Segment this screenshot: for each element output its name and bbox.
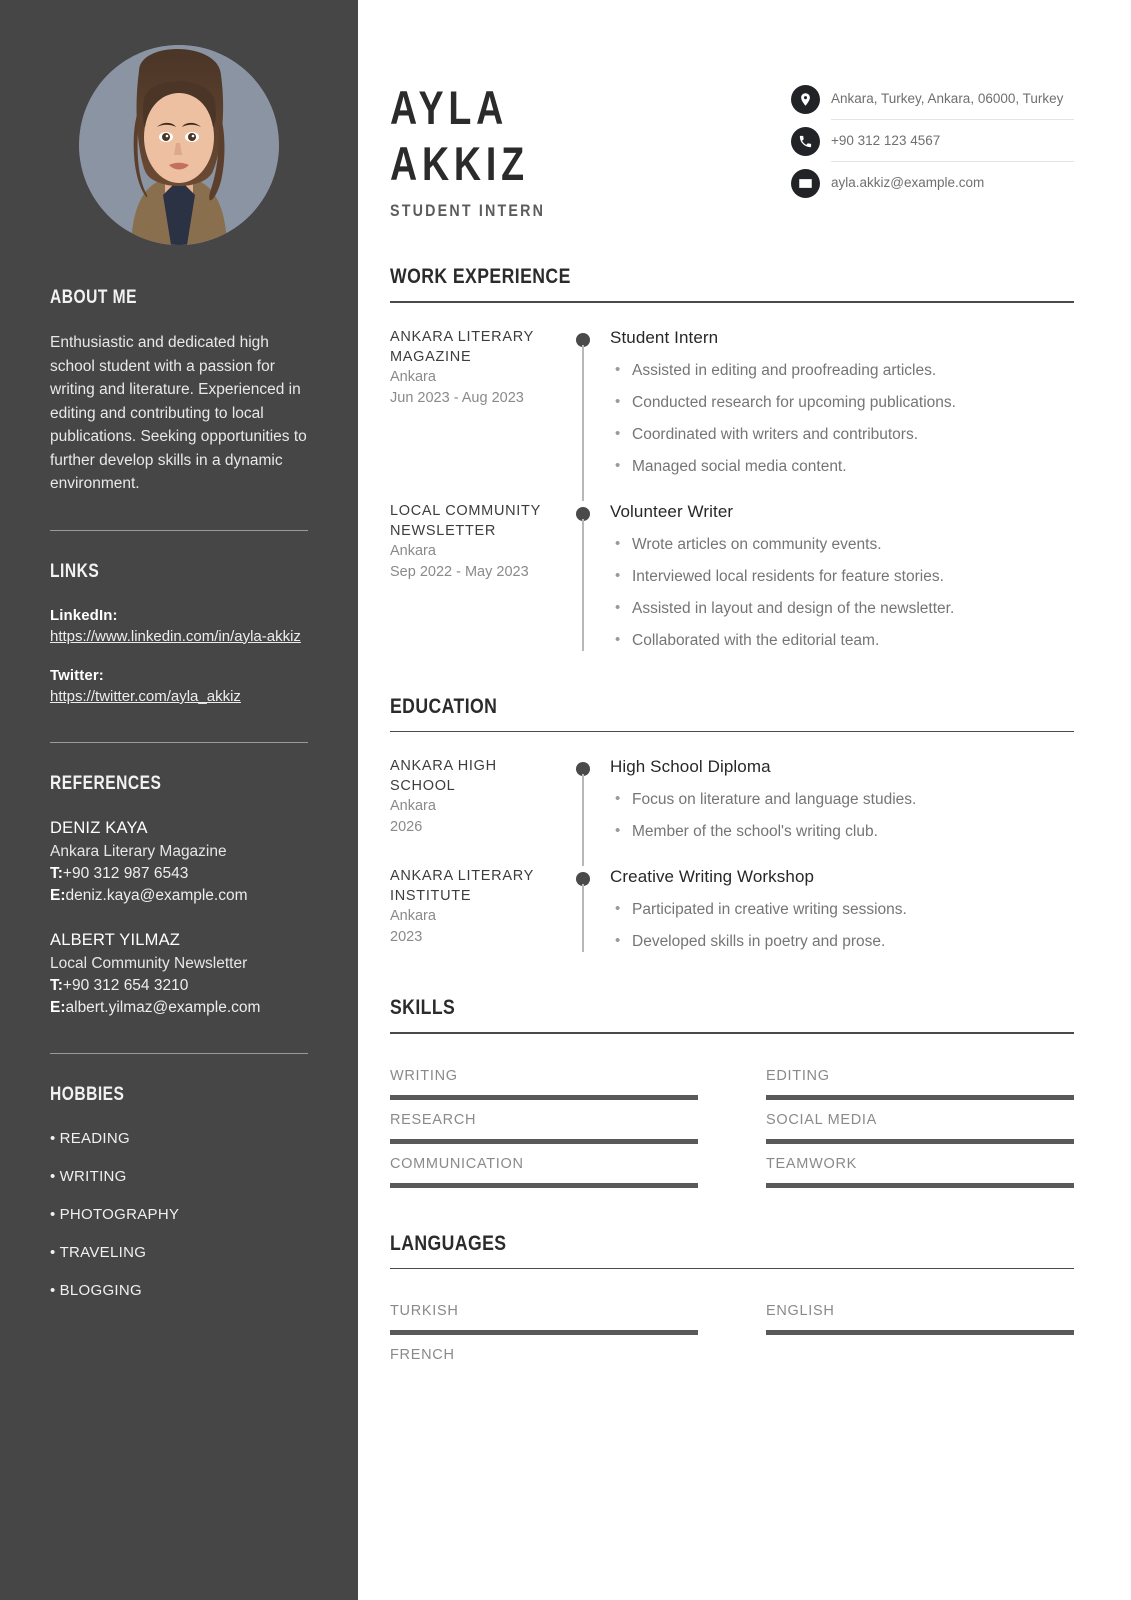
email-label: E: [50,886,66,904]
reference-name: DENIZ KAYA [50,818,148,837]
skill-item [390,1056,698,1100]
bullet-icon: • [50,1281,56,1299]
bullet-item: • Collaborated with the editorial team. [610,630,1074,651]
language-item [390,1335,698,1379]
bullet-item: • Assisted in editing and proofreading articles. [610,360,1074,381]
reference-item [50,817,308,907]
skills-grid [390,1056,1074,1188]
education-heading: EDUCATION [390,694,498,718]
work-experience-heading: WORK EXPERIENCE [390,265,571,288]
main-content [358,0,1131,1600]
skill-label: EDITING [766,1067,830,1084]
phone-icon [791,127,820,156]
hobby-label: TRAVELING [59,1243,147,1261]
first-name: AYLA [390,81,509,134]
education-entry-body [576,756,1074,842]
references-heading: REFERENCES [50,772,162,794]
work-entry [390,327,1074,477]
role-title: Volunteer Writer [610,501,734,521]
contact-address [791,78,1074,120]
language-item [390,1291,698,1335]
skill-item [390,1144,698,1188]
envelope-icon [791,169,820,198]
header [390,72,1074,221]
section-rule [390,301,1074,303]
language-fill [766,1330,1074,1335]
bullet-item: • Coordinated with writers and contributors. [610,424,1074,445]
skill-track [390,1183,698,1188]
reference-phone [50,975,308,997]
last-name: AKKIZ [390,137,529,190]
phone-value: +90 312 987 6543 [62,864,189,882]
section-skills [390,996,1074,1188]
skill-label: TEAMWORK [766,1155,857,1172]
link-item-linkedin [50,605,308,648]
bullet-item: • Assisted in layout and design of the newsletter. [610,598,1074,619]
link-item-twitter [50,665,308,708]
contact-phone [791,120,1074,162]
education-entry [390,756,1074,842]
section-rule [390,731,1074,733]
dates: 2026 [390,819,423,836]
links-heading: LINKS [50,560,100,582]
location: Ankara [390,798,436,815]
phone-value: +90 312 654 3210 [62,976,189,994]
reference-org: Local Community Newsletter [50,954,248,972]
hobby-label: PHOTOGRAPHY [59,1205,180,1223]
avatar [79,45,279,245]
contact-email [791,162,1074,204]
divider [50,742,308,743]
skill-fill [390,1183,698,1188]
bullet-item: • Developed skills in poetry and prose. [610,931,1074,952]
hobby-item [50,1166,308,1187]
work-entry-body [576,501,1074,651]
skill-item [766,1144,1074,1188]
name-block [390,72,575,221]
hobby-label: BLOGGING [59,1281,142,1299]
contact-list [791,72,1074,204]
work-entry-meta [390,327,576,477]
section-education [390,695,1074,953]
reference-email [50,997,308,1019]
language-label: TURKISH [390,1303,459,1320]
bullet-item: • Conducted research for upcoming publications. [610,392,1074,413]
location: Ankara [390,368,436,385]
work-entry-body [576,327,1074,477]
skill-label: WRITING [390,1067,458,1084]
phone-label: T: [50,864,63,882]
link-url-linkedin[interactable]: https://www.linkedin.com/in/ayla-akkiz [50,627,301,645]
location: Ankara [390,542,436,559]
job-title: STUDENT INTERN [390,201,546,220]
timeline-line [582,519,584,651]
bullet-icon: • [50,1129,56,1147]
bullet-item: • Wrote articles on community events. [610,534,1074,555]
sidebar [0,0,358,1600]
work-entry-meta [390,501,576,651]
phone-text: +90 312 123 4567 [831,120,1074,162]
skill-item [390,1100,698,1144]
language-label: FRENCH [390,1347,455,1364]
hobby-item [50,1128,308,1149]
hobby-item [50,1242,308,1263]
hobby-label: READING [59,1129,131,1147]
hobby-item [50,1204,308,1225]
skill-item [766,1056,1074,1100]
bullet-icon: • [50,1243,56,1261]
language-track [390,1374,698,1379]
organization: ANKARA LITERARY MAGAZINE [390,328,534,365]
bullet-list [610,789,1074,842]
role-title: Student Intern [610,327,719,347]
dates: Jun 2023 - Aug 2023 [390,389,524,406]
bullet-item: • Focus on literature and language studies. [610,789,1074,810]
reference-phone [50,863,308,885]
skill-label: SOCIAL MEDIA [766,1111,877,1128]
work-entry [390,501,1074,651]
section-rule [390,1268,1074,1270]
skills-heading: SKILLS [390,996,456,1020]
link-label: LinkedIn: [50,606,118,624]
divider [50,530,308,531]
bullet-list [610,360,1074,477]
about-me-text: Enthusiastic and dedicated high school student with a passion for writing and literature. Experienced in editing and contributing to local publications. Seeking opportunities to further develop skills in a dynamic environment. [50,334,307,492]
link-url-twitter[interactable]: https://twitter.com/ayla_akkiz [50,688,241,705]
profile-photo-wrap [50,45,308,245]
email-value: deniz.kaya@example.com [65,886,248,904]
skill-fill [766,1183,1074,1188]
languages-heading: LANGUAGES [390,1231,507,1255]
location: Ankara [390,908,436,925]
skill-label: RESEARCH [390,1111,477,1128]
hobby-label: WRITING [59,1167,127,1185]
skill-label: COMMUNICATION [390,1155,524,1172]
timeline-line [582,345,584,501]
email-value: albert.yilmaz@example.com [65,998,261,1016]
timeline-line [582,884,584,952]
language-item [766,1291,1074,1335]
bullet-list [610,534,1074,651]
language-track [766,1330,1074,1335]
reference-item [50,929,308,1019]
education-entry [390,866,1074,952]
bullet-list [610,899,1074,952]
reference-name: ALBERT YILMAZ [50,930,181,949]
bullet-item: • Interviewed local residents for feature stories. [610,566,1074,587]
organization: ANKARA LITERARY INSTITUTE [390,868,534,905]
phone-label: T: [50,976,63,994]
dates: 2023 [390,929,423,946]
section-rule [390,1032,1074,1034]
skill-track [766,1183,1074,1188]
education-entry-body [576,866,1074,952]
link-label: Twitter: [50,667,104,684]
portrait-illustration [79,45,279,245]
bullet-icon: • [50,1205,56,1223]
section-languages [390,1232,1074,1380]
language-label: ENGLISH [766,1303,835,1320]
reference-email [50,885,308,907]
organization: ANKARA HIGH SCHOOL [390,758,497,795]
about-me-heading: ABOUT ME [50,287,138,308]
hobbies-heading: HOBBIES [50,1083,125,1105]
education-entry-meta [390,756,576,842]
reference-org: Ankara Literary Magazine [50,842,227,860]
address-text: Ankara, Turkey, Ankara, 06000, Turkey [831,78,1074,120]
education-entry-meta [390,866,576,952]
location-pin-icon [791,85,820,114]
hobby-item [50,1280,308,1301]
bullet-item: • Managed social media content. [610,456,1074,477]
dates: Sep 2022 - May 2023 [390,563,529,580]
timeline-line [582,774,584,866]
bullet-icon: • [50,1167,56,1185]
email-label: E: [50,998,66,1016]
skill-item [766,1100,1074,1144]
degree-title: Creative Writing Workshop [610,867,815,887]
bullet-item: • Participated in creative writing sessions. [610,899,1074,920]
organization: LOCAL COMMUNITY NEWSLETTER [390,502,541,539]
divider [50,1053,308,1054]
section-work-experience [390,265,1074,651]
bullet-item: • Member of the school's writing club. [610,821,1074,842]
degree-title: High School Diploma [610,757,771,777]
languages-grid [390,1291,1074,1379]
email-text: ayla.akkiz@example.com [831,175,985,190]
